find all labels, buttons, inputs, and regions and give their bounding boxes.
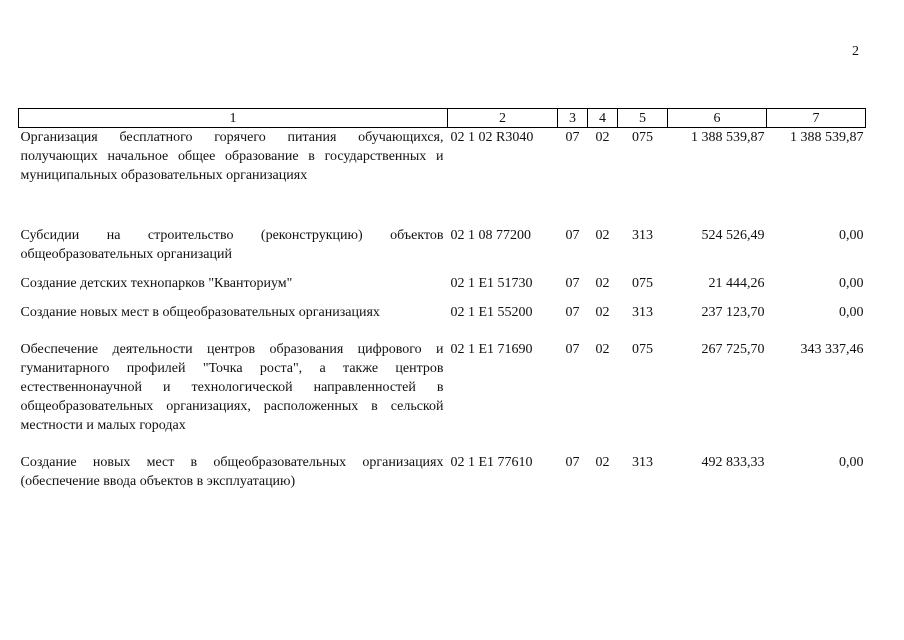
target-code: 02 1 08 77200 [450,228,531,243]
amount-col6: 267 725,70 [701,342,765,357]
row-name: Создание новых мест в общеобразовательных организациях (обеспечение ввода объектов в эксплуатацию) [20,455,444,489]
expense-type-code: 075 [632,130,653,145]
table-row [19,128,866,227]
budget-table [18,108,866,491]
amount-col7: 0,00 [839,305,864,320]
row-name: Создание детских технопарков "Кванториум" [20,276,293,291]
amount-col6: 21 444,26 [708,276,765,291]
section-code: 07 [565,305,580,320]
expense-type-code: 313 [632,228,653,243]
subsection-code: 02 [595,228,610,243]
amount-col7: 0,00 [839,228,864,243]
section-code: 07 [565,455,580,470]
table-row [19,453,866,491]
expense-type-code: 075 [632,342,653,357]
expense-type-code: 313 [632,455,653,470]
target-code: 02 1 E1 55200 [450,305,533,320]
row-name: Субсидии на строительство (реконструкцию) объектов общеобразовательных организаций [20,228,444,262]
column-header: 5 [618,109,668,128]
amount-col7: 1 388 539,87 [790,130,864,145]
section-code: 07 [565,342,580,357]
row-name: Обеспечение деятельности центров образования цифрового и гуманитарного профилей "Точка роста", а также центров естественнонаучной и технологической направленностей в общеобразовательных организациях, расположенных в сельской местности и малых городах [20,342,444,433]
amount-col7: 343 337,46 [800,342,864,357]
target-code: 02 1 E1 51730 [450,276,533,291]
amount-col6: 237 123,70 [701,305,765,320]
amount-col7: 0,00 [839,455,864,470]
column-header: 4 [588,109,618,128]
subsection-code: 02 [595,455,610,470]
target-code: 02 1 02 R3040 [450,130,534,145]
subsection-code: 02 [595,130,610,145]
column-header: 7 [767,109,866,128]
section-code: 07 [565,130,580,145]
table-row [19,340,866,453]
amount-col6: 1 388 539,87 [691,130,765,145]
expense-type-code: 075 [632,276,653,291]
column-header: 2 [448,109,558,128]
table-row [19,274,866,303]
header-row [19,109,866,128]
table-row [19,303,866,340]
amount-col6: 524 526,49 [701,228,765,243]
section-code: 07 [565,228,580,243]
target-code: 02 1 E1 71690 [450,342,533,357]
subsection-code: 02 [595,342,610,357]
target-code: 02 1 E1 77610 [450,455,533,470]
amount-col6: 492 833,33 [701,455,765,470]
column-header: 3 [558,109,588,128]
section-code: 07 [565,276,580,291]
column-header: 6 [668,109,767,128]
subsection-code: 02 [595,305,610,320]
column-header: 1 [19,109,448,128]
page-number: 2 [852,44,859,59]
table-row [19,226,866,274]
amount-col7: 0,00 [839,276,864,291]
row-name: Организация бесплатного горячего питания обучающихся, получающих начальное общее образование в государственных и муниципальных образовательных организациях [20,130,444,183]
expense-type-code: 313 [632,305,653,320]
row-name: Создание новых мест в общеобразовательных организациях [20,305,380,320]
subsection-code: 02 [595,276,610,291]
